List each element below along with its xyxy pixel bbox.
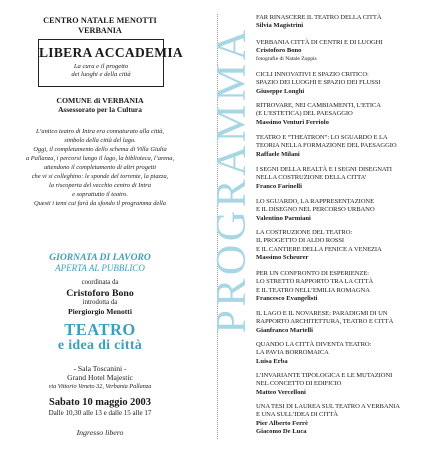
program-item-speaker: Francesco Evangelisti (256, 295, 318, 303)
intro-line: simbolo della città del lago. (64, 137, 136, 144)
intro-line: Oggi, il completamento dello schema di Villa Giulia (33, 146, 167, 153)
program-item (256, 229, 434, 262)
venue-address: via Vittorio Veneto 32, Verbania Pallanza (48, 383, 152, 390)
program-item-title: VERBANIA CITTÀ DI CENTRI E DI LUOGHI (256, 39, 383, 46)
academy-title: LIBERA ACCADEMIA (39, 45, 183, 60)
venue-room: - Sala Toscanini - (73, 364, 127, 373)
vertical-title: PROGRAMMA (209, 26, 255, 334)
left-column (0, 0, 200, 450)
academy-box (38, 39, 183, 87)
program-item-speaker: Raffaele Milani (256, 150, 300, 158)
coordinator-name: Cristoforo Bono (66, 288, 134, 299)
program-item-title: E IL TEATRO NELL’EMILIA ROMAGNA (256, 286, 370, 294)
program-item-title: TEORIA NELLA FORMAZIONE DEL PAESAGGIO (256, 142, 397, 150)
assessorato-heading: Assessorato per la Cultura (58, 105, 142, 114)
intro-line: L’antico teatro di Intra era connaturato alla città, (35, 128, 165, 135)
program-item-title: RITROVARE, NEI CAMBIAMENTI, L’ETICA (256, 102, 381, 109)
intro-line: e soprattutto il teatro. (72, 191, 128, 198)
program-item-title: E IL DISEGNO NEL PERCORSO URBANO (256, 206, 375, 214)
event-date: Sabato 10 maggio 2003 (49, 397, 151, 408)
intro-line: Questi i temi cui farà da sfondo il programma della (33, 200, 166, 207)
event-subheading: APERTA AL PUBBLICO (55, 263, 145, 273)
organization-city: VERBANIA (78, 26, 122, 35)
program-item-speaker: Cristoforo Bono (256, 47, 302, 55)
event-heading: GIORNATA DI LAVORO (49, 252, 151, 263)
program-item-speaker: Giuseppe Longhi (256, 87, 305, 95)
program-item-title: IL LAGO E IL NOVARESE: PARADIGMI DI UN (256, 310, 388, 317)
program-item-speaker: Massimo Scheurer (256, 254, 309, 262)
program-item (256, 341, 434, 366)
program-item (256, 134, 434, 159)
program-item (256, 14, 434, 31)
coordinated-by-label: coordinata da (81, 279, 119, 286)
academy-subtitle-2: dei luoghi e della città (71, 71, 131, 78)
program-item-title: L’INVARIANTE TIPOLOGICA E LE MUTAZIONI (256, 372, 393, 379)
program-item-title: QUANDO LA CITTÀ DIVENTA TEATRO: (256, 341, 372, 348)
organization-name: CENTRO NATALE MENOTTI (43, 16, 157, 25)
program-item-speaker: Pier Alberto Ferrè (256, 419, 308, 427)
program-item (256, 39, 434, 63)
program-item-speaker: Luisa Erba (256, 357, 288, 365)
program-item-speaker: Massimo Venturi Ferriolo (256, 118, 329, 126)
program-item-title: LA COSTRUZIONE DEL TEATRO: (256, 229, 353, 236)
comune-heading: COMUNE di VERBANIA (56, 96, 144, 105)
program-item (256, 270, 434, 303)
program-item (256, 403, 434, 436)
program-item-title: SPAZIO DEI LUOGHI E SPAZIO DEI FLUSSI (256, 79, 381, 87)
intro-line: che vi si colleghino: le sponde del torrente, la piazza, (31, 173, 169, 180)
program-item-title: LO SGUARDO, LA RAPPRESENTAZIONE (256, 198, 374, 205)
academy-subtitle-1: La cura e il progetto (73, 63, 129, 70)
program-item-speaker: Franco Farinelli (256, 182, 302, 190)
program-item-title: CICLI INNOVATIVI E SPAZIO CRITICO: (256, 71, 369, 78)
program-item-speaker: Valentino Parmiani (256, 214, 311, 222)
program-item-speaker: Gianfranco Martelli (256, 326, 313, 334)
program-item-title: UNA TESI DI LAUREA SUL TEATRO A VERBANIA (256, 403, 400, 410)
program-item-title: FAR RINASCERE IL TEATRO DELLA CITTÀ (256, 14, 382, 21)
program-item-title: NELLA COSTRUZIONE DELLA CITTA’ (256, 174, 367, 182)
program-item-title: I SEGNI DELLA REALTÀ E I SEGNI DISEGNATI (256, 166, 392, 173)
venue-name: Grand Hotel Majestic (67, 373, 133, 382)
program-item-title: PER UN CONFRONTO DI ESPERIENZE: (256, 270, 369, 277)
program-item-title: IL PROGETTO DI ALDO ROSSI (256, 237, 344, 245)
introduced-by-label: introdotta da (82, 299, 118, 306)
program-item-title: LO STRETTO RAPPORTO TRA LA CITTÀ (256, 278, 374, 286)
intro-line: attendono il completamento di altri progetti (43, 164, 157, 171)
program-item (256, 372, 434, 397)
program-item-title: E IL CANTIERE DELLA FENICE A VENEZIA (256, 245, 382, 253)
program-item-title: TEATRO E “THEATRON”: LO SGUARDO E LA (256, 134, 388, 141)
program-item-title: (E L’ESTETICA) DEL PAESAGGIO (256, 110, 353, 118)
admission-note: Ingresso libero (76, 428, 124, 437)
program-item-title: NEL CONCETTO DI EDIFICIO (256, 380, 342, 388)
event-hours: Dalle 10,30 alle 13 e dalle 15 alle 17 (48, 409, 152, 417)
event-title-line-1: TEATRO (64, 320, 136, 339)
intro-line: a Pallanza, i percorsi lungo il lago, la biblioteca, l’arena, (25, 155, 175, 162)
program-item-speaker: Silvia Magistrini (256, 22, 304, 30)
program-item (256, 198, 434, 223)
introducer-name: Piergiorgio Menotti (68, 307, 132, 316)
program-item (256, 71, 434, 96)
program-item-speaker: Giacomo De Luca (256, 428, 307, 436)
event-title-line-2: e idea di città (57, 338, 143, 353)
program-item-speaker: Matteo Vercelloni (256, 388, 306, 396)
program-item-title: LA PAVIA BORROMAICA (256, 349, 329, 357)
program-item (256, 102, 434, 127)
program-item-title: E UNA SULL’IDEA DI CITTÀ (256, 411, 338, 419)
program-item-title: RAPPORTO ARCHITETTURA, TEATRO E CITTÀ (256, 318, 394, 326)
intro-line: la riscoperta del vecchio centro di Intra (49, 182, 151, 189)
program-item (256, 166, 434, 191)
program-item-photo-credit: fotografie di Natale Zoppis (256, 55, 317, 62)
program-item (256, 310, 434, 335)
